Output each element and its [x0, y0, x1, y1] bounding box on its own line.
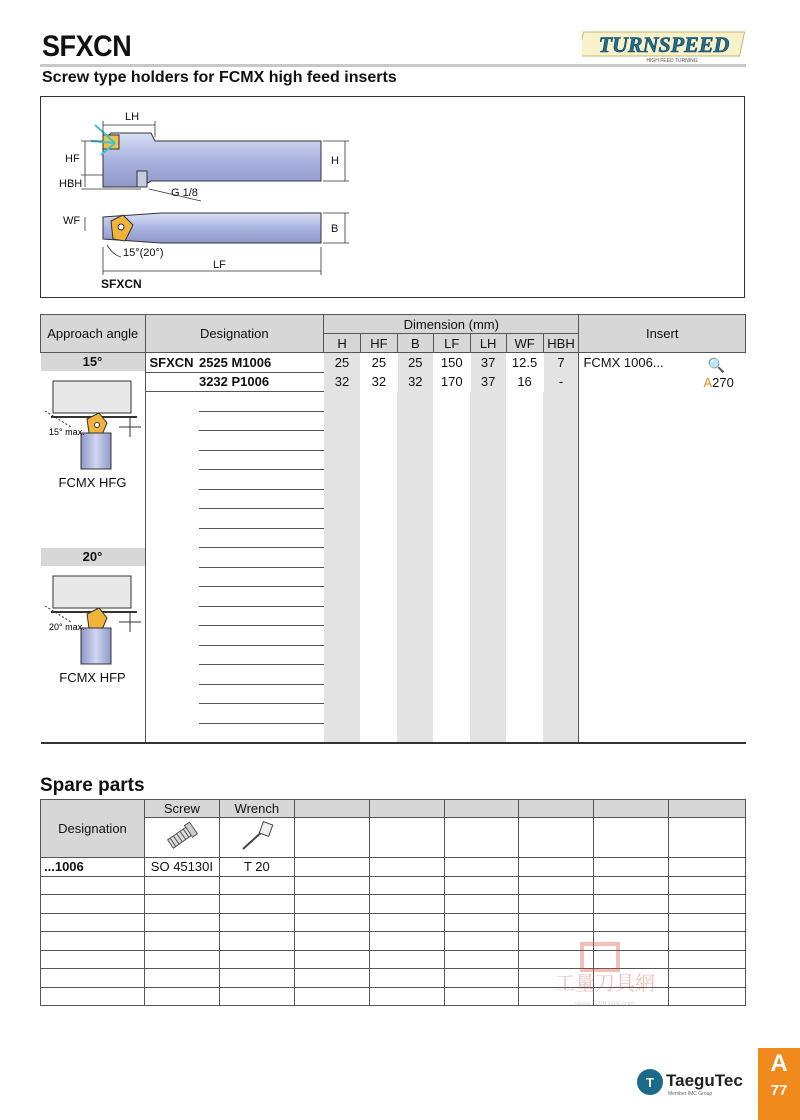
angle-15-max: 15° max.	[48, 427, 85, 437]
angle-20-max: 20° max.	[48, 621, 85, 632]
ref-page: 270	[712, 375, 734, 390]
page-title: SFXCN	[42, 30, 132, 63]
spare-header-designation: Designation	[41, 800, 145, 858]
hfp-insert-figure	[41, 566, 145, 666]
turnspeed-logo	[582, 30, 747, 64]
logo-tagline: HIGH FEED TURNING	[646, 58, 698, 64]
row-prefix: SFXCN	[145, 353, 199, 373]
header-hf: HF	[360, 334, 397, 353]
insert-cell	[579, 353, 746, 744]
angle-20-caption: FCMX HFP	[59, 669, 126, 685]
header-insert: Insert	[579, 315, 746, 353]
cell-hbh: -	[543, 372, 579, 392]
ref-letter: A	[703, 375, 713, 390]
cell-lh: 37	[470, 372, 506, 392]
header-designation: Designation	[145, 315, 324, 353]
label-lf: LF	[213, 259, 226, 271]
row-designation: 2525 M1006	[199, 353, 324, 373]
row-prefix	[145, 372, 199, 392]
header-h: H	[324, 334, 361, 353]
angle-20-cell	[41, 548, 146, 744]
cell-lh: 37	[470, 353, 506, 373]
holder-drawing	[41, 97, 744, 297]
label-h: H	[331, 155, 339, 167]
spare-parts-title: Spare parts	[40, 775, 145, 796]
cell-hf: 32	[360, 372, 397, 392]
insert-page-ref[interactable]	[703, 375, 733, 390]
cell-h: 25	[324, 353, 361, 373]
magnifier-icon[interactable]: 🔍	[707, 357, 725, 373]
cell-h: 32	[324, 372, 361, 392]
label-lh: LH	[125, 111, 140, 123]
page-subtitle: Screw type holders for FCMX high feed inserts	[42, 69, 397, 86]
label-wf: WF	[63, 215, 81, 227]
cell-lf: 150	[433, 353, 470, 373]
insert-name: FCMX 1006...	[583, 355, 664, 370]
hfg-insert-figure	[41, 371, 145, 471]
header-hbh: HBH	[543, 334, 579, 353]
spare-designation: ...1006	[41, 858, 145, 877]
cell-hf: 25	[360, 353, 397, 373]
header-b: B	[397, 334, 433, 353]
drawing-name: SFXCN	[101, 277, 142, 291]
tool-drawing	[40, 96, 745, 298]
header-approach-angle: Approach angle	[41, 315, 146, 353]
page-letter: A	[770, 1050, 788, 1077]
header-wf: WF	[506, 334, 543, 353]
svg-text:T: T	[646, 1075, 654, 1090]
angle-15-caption: FCMX HFG	[58, 475, 127, 490]
watermark	[520, 940, 690, 1015]
spare-header-screw: Screw	[144, 800, 219, 818]
logo-wordmark: TURNSPEED	[598, 32, 730, 57]
title-rule	[40, 64, 746, 67]
brand-name: TaeguTec	[666, 1071, 743, 1090]
cell-wf: 12.5	[506, 353, 543, 373]
label-hbh: HBH	[59, 178, 83, 190]
page-tab	[758, 1048, 800, 1120]
cell-b: 32	[397, 372, 433, 392]
watermark-text: 工量刀具網	[555, 971, 655, 995]
cell-b: 25	[397, 353, 433, 373]
page-number: 77	[770, 1082, 788, 1099]
angle-15-cell	[41, 353, 146, 548]
cell-wf: 16	[506, 372, 543, 392]
label-hf: HF	[65, 153, 80, 165]
wrench-icon	[219, 818, 294, 858]
spare-header-wrench: Wrench	[219, 800, 294, 818]
watermark-url: www.GJJLHW.com	[575, 1001, 635, 1008]
label-g: G 1/8	[171, 187, 198, 199]
cell-hbh: 7	[543, 353, 579, 373]
spare-wrench: T 20	[219, 858, 294, 877]
spare-screw: SO 45130I	[144, 858, 219, 877]
header-lf: LF	[433, 334, 470, 353]
taegutec-logo-icon	[636, 1068, 664, 1096]
row-designation: 3232 P1006	[199, 372, 324, 392]
label-angle: 15°(20°)	[123, 247, 164, 259]
header-dimension: Dimension (mm)	[324, 315, 579, 334]
header-lh: LH	[470, 334, 506, 353]
angle-20-label: 20°	[41, 548, 145, 566]
brand-sub: Member IMC Group	[668, 1091, 713, 1097]
holder-table	[40, 314, 746, 744]
cell-lf: 170	[433, 372, 470, 392]
screw-icon	[144, 818, 219, 858]
angle-15-label: 15°	[41, 353, 145, 371]
label-b: B	[331, 223, 339, 235]
